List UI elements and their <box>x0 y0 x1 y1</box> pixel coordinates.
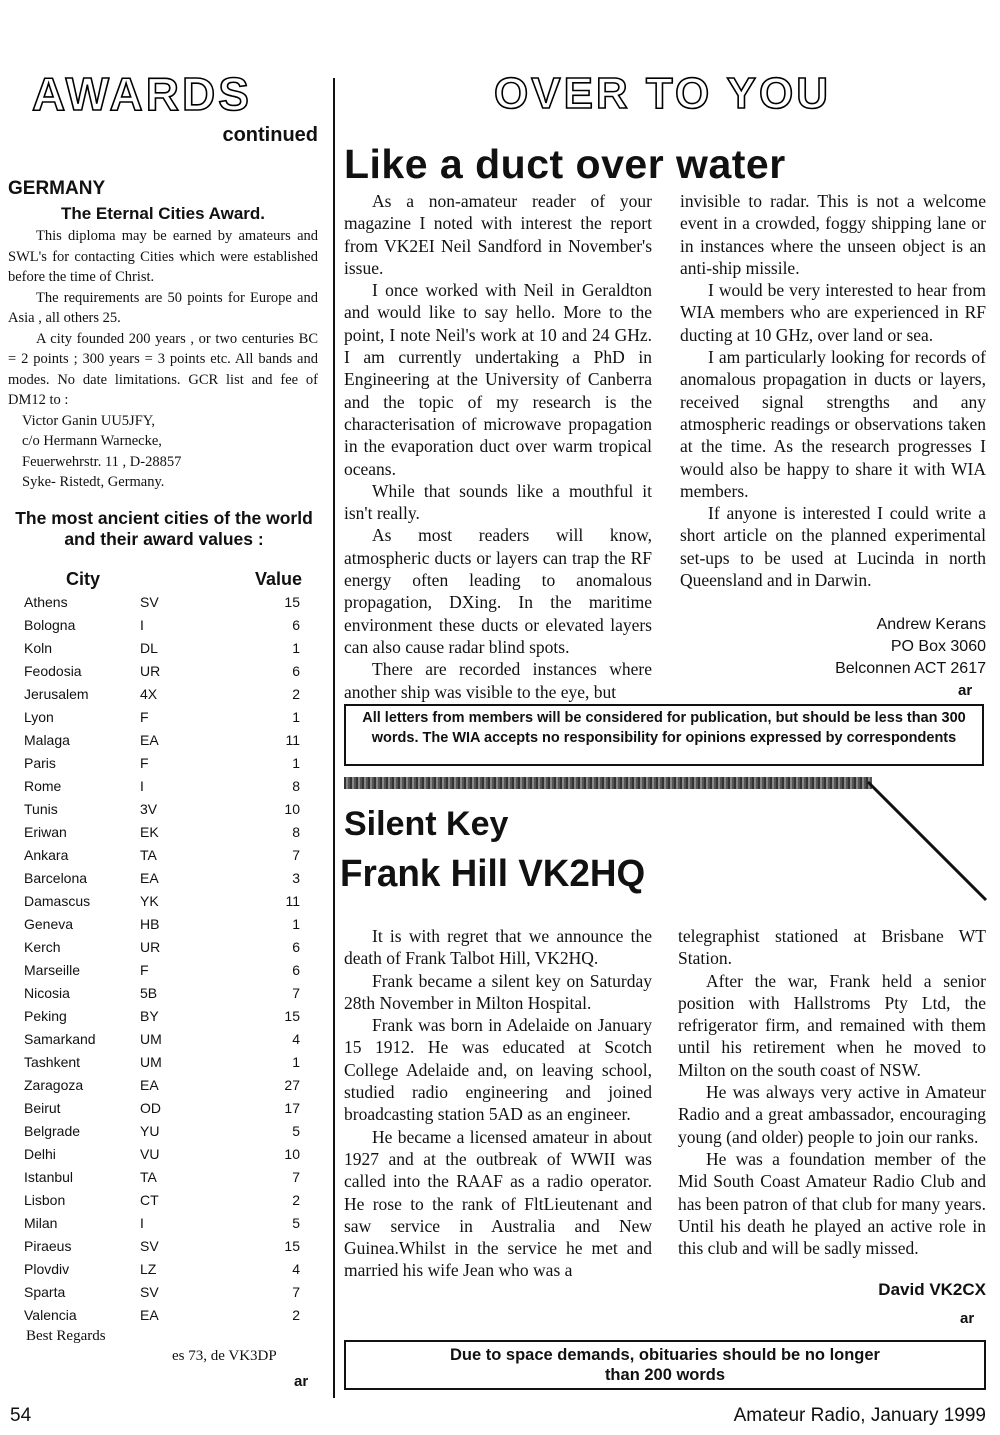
table-row <box>24 1166 300 1189</box>
city-value: 11 <box>285 732 300 748</box>
city-prefix: UM <box>140 1054 162 1070</box>
table-row <box>24 591 300 614</box>
city-name: Damascus <box>24 893 91 909</box>
table-row <box>24 637 300 660</box>
table-row <box>24 867 300 890</box>
table-row <box>24 1304 300 1327</box>
address-line: Victor Ganin UU5JFY, <box>22 412 155 429</box>
city-value: 6 <box>292 939 300 955</box>
table-row <box>24 1051 300 1074</box>
table-row <box>24 936 300 959</box>
award-paragraph: A city founded 200 years , or two centuries BC = 2 points ; 300 years = 3 points etc. All bands and modes. No date limitations. GCR list and fee of DM12 to : <box>8 330 318 408</box>
cities-table-title: The most ancient cities of the world and their award values : <box>15 508 313 549</box>
table-row <box>24 890 300 913</box>
city-name: Sparta <box>24 1284 66 1300</box>
city-name: Lyon <box>24 709 54 725</box>
city-value: 6 <box>292 962 300 978</box>
city-name: Beirut <box>24 1100 61 1116</box>
letter-paragraph: I would be very interested to hear from WIA members who are experienced in RF ducting at 10 GHz, over land or sea. <box>680 280 986 345</box>
letters-notice-text: All letters from members will be considered for publication, but should be less than 300 words. The WIA accepts no responsibility for opinions expressed by correspondents <box>362 710 966 746</box>
city-prefix: 4X <box>140 686 158 702</box>
city-value: 8 <box>292 824 300 840</box>
city-value: 6 <box>292 617 300 633</box>
city-prefix: UM <box>140 1031 162 1047</box>
city-name: Zaragoza <box>24 1077 84 1093</box>
city-value: 3 <box>292 870 300 886</box>
signature-address: PO Box 3060 <box>890 638 986 655</box>
letter-paragraph: As a non-amateur reader of your magazine I noted with interest the report from VK2EI Neil Sandford in November's issue. <box>344 191 652 278</box>
letter-paragraph: invisible to radar. This is not a welcome event in a crowded, foggy shipping lane or in instances where the unseen object is an anti-ship missile. <box>680 191 986 278</box>
awards-header: AWARDS <box>32 68 252 120</box>
city-prefix: EA <box>140 1307 159 1323</box>
city-name: Lisbon <box>24 1192 66 1208</box>
city-prefix: F <box>140 709 149 725</box>
city-name: Athens <box>24 594 68 610</box>
city-name: Bologna <box>24 617 76 633</box>
continued-label: continued <box>222 124 318 146</box>
address-line: c/o Hermann Warnecke, <box>22 433 162 449</box>
city-value: 15 <box>284 1238 300 1254</box>
city-value: 7 <box>292 985 300 1001</box>
obituary-notice-text: Due to space demands, obituaries should be no longer than 200 words <box>450 1346 880 1384</box>
letters-notice-box <box>344 704 984 766</box>
city-name: Rome <box>24 778 62 794</box>
obituary-paragraph: He was always very active in Amateur Radio and a great ambassador, encouraging young (and older) people to join our ranks. <box>678 1082 986 1147</box>
city-prefix: TA <box>140 847 157 863</box>
table-row <box>24 913 300 936</box>
award-address <box>8 411 318 493</box>
city-value: 7 <box>292 1169 300 1185</box>
city-prefix: HB <box>140 916 160 932</box>
cities-table <box>24 591 300 1327</box>
city-name: Plovdiv <box>24 1261 70 1277</box>
table-row <box>24 706 300 729</box>
city-value: 6 <box>292 663 300 679</box>
award-description <box>8 226 318 493</box>
city-prefix: I <box>140 617 144 633</box>
table-row <box>24 729 300 752</box>
obituary-paragraph: telegraphist stationed at Brisbane WT Station. <box>678 926 986 969</box>
city-name: Marseille <box>24 962 81 978</box>
city-prefix: SV <box>140 1238 159 1254</box>
city-value: 2 <box>292 686 300 702</box>
city-value: 27 <box>284 1077 300 1093</box>
city-name: Nicosia <box>24 985 70 1001</box>
city-value: 2 <box>292 1307 300 1323</box>
obituary-name: Frank Hill VK2HQ <box>340 853 646 895</box>
city-name: Koln <box>24 640 53 656</box>
decorative-diagonal-line <box>860 776 990 916</box>
country-heading: GERMANY <box>8 178 106 199</box>
obituary-paragraph: He was a foundation member of the Mid South Coast Amateur Radio Club and has been patron of that club for many years. Until his death he played an active role in this club and will be sadly missed. <box>678 1148 986 1259</box>
letter-paragraph: While that sounds like a mouthful it isn't really. <box>344 480 652 524</box>
city-value: 1 <box>292 1054 300 1070</box>
city-prefix: CT <box>140 1192 159 1208</box>
section-divider-band <box>344 777 872 789</box>
letter-column-1 <box>344 190 652 703</box>
table-row <box>24 1189 300 1212</box>
table-row <box>24 821 300 844</box>
obituary-paragraph: It is with regret that we announce the death of Frank Talbot Hill, VK2HQ. <box>344 926 652 969</box>
obituary-paragraph: He became a licensed amateur in about 1927 and at the outbreak of WWII was called into the RAAF as a radio operator. He rose to the rank of FltLieutenant and saw service in Australia and New Guinea.Whilst in the service he met and married his wife Jean who was a <box>344 1126 652 1281</box>
obituary-paragraph: After the war, Frank held a senior position with Hallstroms Pty Ltd, the refrigerator firm, and remained with them until his retirement when he moved to Milton on the south coast of NSW. <box>678 970 986 1080</box>
city-name: Malaga <box>24 732 70 748</box>
obituary-notice-box <box>344 1340 986 1390</box>
letter-paragraph: I am particularly looking for records of anomalous propagation in ducts or layers, received signal strengths and any atmospheric readings or observations taken at the time. As the research progresses I would also be happy to share it with WIA members. <box>680 347 986 501</box>
table-row <box>24 959 300 982</box>
letter-paragraph: There are recorded instances where another ship was visible to the eye, but <box>344 659 652 702</box>
column-header-city: City <box>66 569 101 589</box>
obituary-column-1 <box>344 925 652 1282</box>
award-title: The Eternal Cities Award. <box>60 204 266 223</box>
city-value: 11 <box>285 893 300 909</box>
city-name: Ankara <box>24 847 69 863</box>
city-value: 4 <box>292 1261 300 1277</box>
city-prefix: YK <box>140 893 159 909</box>
page-number: 54 <box>10 1405 32 1426</box>
award-paragraph: This diploma may be earned by amateurs and SWL's for contacting Cities which were established before the time of Christ. <box>8 228 318 285</box>
city-prefix: EA <box>140 870 159 886</box>
city-prefix: TA <box>140 1169 157 1185</box>
table-row <box>24 982 300 1005</box>
signature-city: Belconnen ACT 2617 <box>835 660 986 677</box>
city-name: Feodosia <box>24 663 82 679</box>
city-name: Tunis <box>24 801 58 817</box>
city-value: 15 <box>284 594 300 610</box>
table-row <box>24 752 300 775</box>
table-row <box>24 1281 300 1304</box>
city-prefix: LZ <box>140 1261 157 1277</box>
table-row <box>24 1235 300 1258</box>
obituary-paragraph: Frank became a silent key on Saturday 28th November in Milton Hospital. <box>344 970 652 1013</box>
city-value: 8 <box>292 778 300 794</box>
city-prefix: EA <box>140 1077 159 1093</box>
city-prefix: F <box>140 755 149 771</box>
city-value: 1 <box>292 755 300 771</box>
city-prefix: UR <box>140 939 161 955</box>
city-name: Piraeus <box>24 1238 72 1254</box>
city-prefix: BY <box>140 1008 159 1024</box>
signoff-text: es 73, de VK3DP <box>172 1348 277 1364</box>
table-row <box>24 798 300 821</box>
city-name: Delhi <box>24 1146 56 1162</box>
table-row <box>24 660 300 683</box>
city-value: 2 <box>292 1192 300 1208</box>
city-prefix: YU <box>140 1123 160 1139</box>
city-prefix: EA <box>140 732 159 748</box>
city-prefix: 5B <box>140 985 158 1001</box>
column-header-value: Value <box>254 569 302 589</box>
signature-name: Andrew Kerans <box>876 616 986 633</box>
obituary-label: Silent Key <box>344 805 509 843</box>
letter-column-2 <box>680 190 986 591</box>
city-prefix: DL <box>140 640 158 656</box>
city-value: 7 <box>292 1284 300 1300</box>
table-row <box>24 1074 300 1097</box>
city-value: 4 <box>292 1031 300 1047</box>
city-prefix: SV <box>140 594 159 610</box>
city-value: 1 <box>292 640 300 656</box>
city-name: Milan <box>24 1215 58 1231</box>
table-row <box>24 844 300 867</box>
city-name: Samarkand <box>24 1031 96 1047</box>
city-value: 5 <box>292 1215 300 1231</box>
city-prefix: VU <box>140 1146 160 1162</box>
table-row <box>24 1258 300 1281</box>
city-name: Kerch <box>24 939 61 955</box>
city-name: Barcelona <box>24 870 88 886</box>
city-name: Peking <box>24 1008 67 1024</box>
city-value: 1 <box>292 709 300 725</box>
city-name: Tashkent <box>24 1054 81 1070</box>
city-prefix: I <box>140 778 144 794</box>
city-name: Jerusalem <box>24 686 89 702</box>
table-row <box>24 1005 300 1028</box>
city-value: 1 <box>292 916 300 932</box>
city-prefix: 3V <box>140 801 158 817</box>
city-value: 7 <box>292 847 300 863</box>
column-divider <box>333 78 335 1398</box>
letter-paragraph: If anyone is interested I could write a short article on the planned experimental set-ups to be used at Lucinda in north Queensland and in Darwin. <box>680 503 986 591</box>
city-value: 10 <box>284 801 300 817</box>
letter-paragraph: As most readers will know, atmospheric ducts or layers can trap the RF energy often leading to anomalous propagation, DXing. In the maritime environment these ducts or elevated layers can also cause radar blind spots. <box>344 525 652 657</box>
city-value: 10 <box>284 1146 300 1162</box>
table-row <box>24 1120 300 1143</box>
city-prefix: OD <box>140 1100 161 1116</box>
end-mark: ar <box>958 682 973 699</box>
city-name: Istanbul <box>24 1169 74 1185</box>
city-prefix: I <box>140 1215 144 1231</box>
obituary-column-2 <box>678 925 986 1259</box>
obituary-paragraph: Frank was born in Adelaide on January 15 1912. He was educated at Scotch College Adelaide and, on leaving school, studied radio engineering and joined broadcasting station 5AD as an engineer. <box>344 1015 652 1125</box>
end-mark: ar <box>294 1373 309 1390</box>
table-row <box>24 775 300 798</box>
letter-signature <box>780 614 986 680</box>
table-row <box>24 683 300 706</box>
table-row <box>24 1212 300 1235</box>
table-row <box>24 614 300 637</box>
letter-title: Like a duct over water <box>344 141 786 187</box>
city-prefix: UR <box>140 663 161 679</box>
letter-paragraph: I once worked with Neil in Geraldton and would like to say hello. More to the point, I note Neil's work at 10 and 24 GHz. I am currently undertaking a PhD in Engineering at the University of Canberra and the topic of my research is the characterisation of microwave propagation in the evaporation duct over warm tropical oceans. <box>344 280 652 479</box>
address-line: Feuerwehrstr. 11 , D-28857 <box>22 453 182 470</box>
obituary-signature: David VK2CX <box>878 1280 986 1299</box>
city-value: 17 <box>284 1100 300 1116</box>
city-prefix: SV <box>140 1284 159 1300</box>
city-name: Valencia <box>24 1307 77 1323</box>
city-name: Eriwan <box>24 824 67 840</box>
award-paragraph: The requirements are 50 points for Europe and Asia , all others 25. <box>8 289 318 326</box>
city-value: 15 <box>284 1008 300 1024</box>
magazine-issue: Amateur Radio, January 1999 <box>733 1405 986 1426</box>
city-prefix: F <box>140 962 149 978</box>
letters-header: OVER TO YOU <box>494 69 832 118</box>
city-name: Belgrade <box>24 1123 81 1139</box>
city-value: 5 <box>292 1123 300 1139</box>
table-row <box>24 1143 300 1166</box>
city-prefix: EK <box>140 824 159 840</box>
regards-text: Best Regards <box>26 1328 106 1344</box>
city-name: Paris <box>24 755 56 771</box>
city-name: Geneva <box>24 916 74 932</box>
table-row <box>24 1097 300 1120</box>
end-mark: ar <box>960 1310 975 1327</box>
address-line: Syke- Ristedt, Germany. <box>22 474 165 490</box>
table-row <box>24 1028 300 1051</box>
